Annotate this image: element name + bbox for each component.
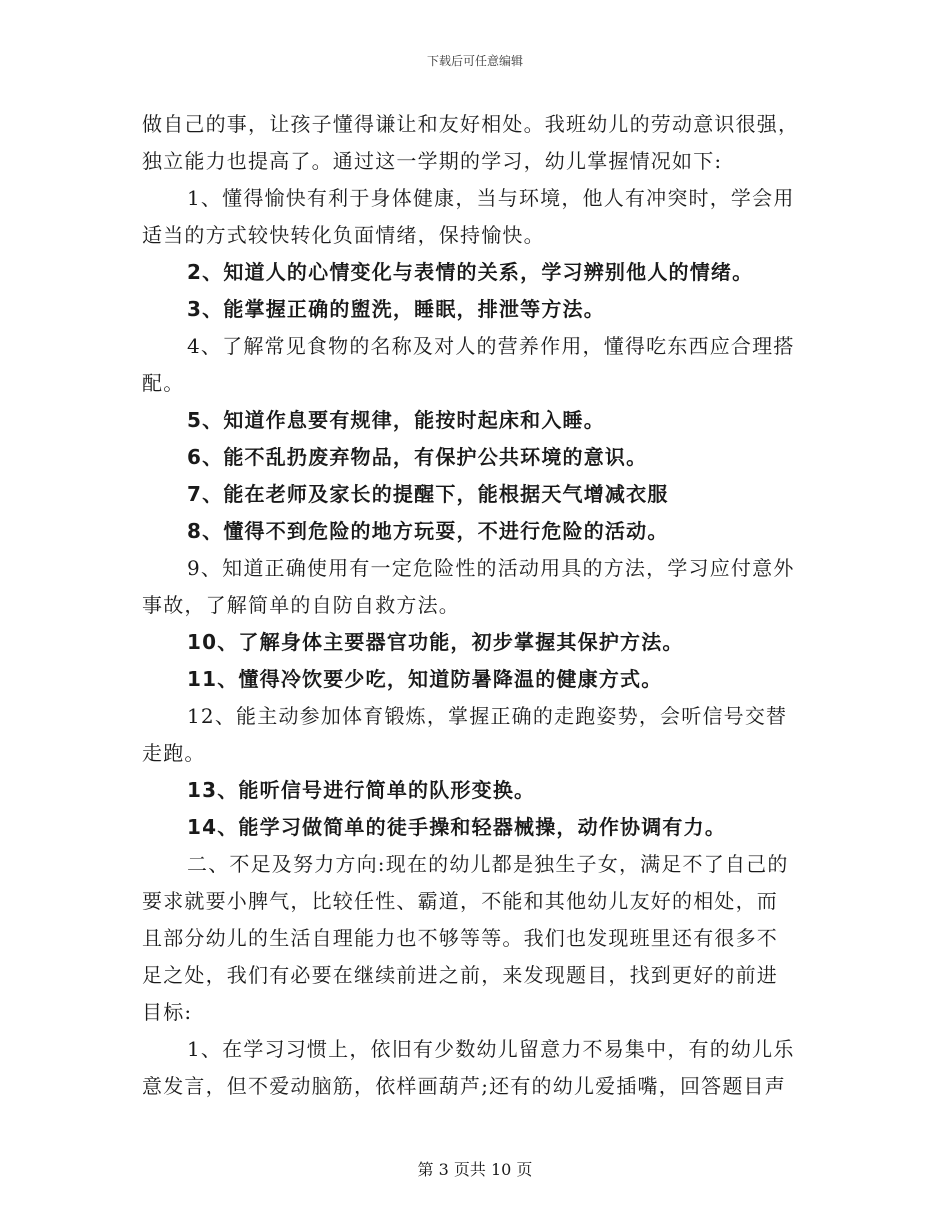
text-line: 要求就要小脾气，比较任性、霸道，不能和其他幼儿友好的相处，而 (142, 889, 778, 913)
text-line: 二、不足及努力方向:现在的幼儿都是独生子女，满足不了自己的 (187, 852, 789, 876)
text-line: 独立能力也提高了。通过这一学期的学习，幼儿掌握情况如下: (142, 149, 723, 173)
text-line: 10、了解身体主要器官功能，初步掌握其保护方法。 (187, 630, 684, 654)
text-line: 足之处，我们有必要在继续前进之前，来发现题目，找到更好的前进 (142, 963, 778, 987)
text-line: 5、知道作息要有规律，能按时起床和入睡。 (187, 408, 605, 432)
text-line: 7、能在老师及家长的提醒下，能根据天气增减衣服 (187, 482, 669, 506)
text-line: 1、懂得愉快有利于身体健康，当与环境，他人有冲突时，学会用 (187, 186, 795, 210)
text-line: 做自己的事，让孩子懂得谦让和友好相处。我班幼儿的劳动意识很强， (142, 112, 800, 136)
text-line: 12、能主动参加体育锻炼，掌握正确的走跑姿势，会听信号交替 (187, 704, 788, 728)
text-line: 9、知道正确使用有一定危险性的活动用具的方法，学习应付意外 (187, 556, 795, 580)
text-line: 14、能学习做简单的徒手操和轻器械操，动作协调有力。 (187, 815, 727, 839)
text-line: 走跑。 (142, 741, 206, 765)
text-line: 3、能掌握正确的盥洗，睡眠，排泄等方法。 (187, 297, 605, 321)
text-line: 配。 (142, 371, 185, 395)
text-line: 13、能听信号进行简单的队形变换。 (187, 778, 536, 802)
text-line: 4、了解常见食物的名称及对人的营养作用，懂得吃东西应合理搭 (187, 334, 795, 358)
text-line: 8、懂得不到危险的地方玩耍，不进行危险的活动。 (187, 519, 669, 543)
text-line: 事故，了解简单的自防自救方法。 (142, 593, 460, 617)
text-line: 且部分幼儿的生活自理能力也不够等等。我们也发现班里还有很多不 (142, 926, 778, 950)
text-line: 目标: (142, 1000, 193, 1024)
text-line: 1、在学习习惯上，依旧有少数幼儿留意力不易集中，有的幼儿乐 (187, 1037, 795, 1061)
text-line: 2、知道人的心情变化与表情的关系，学习辨别他人的情绪。 (187, 260, 754, 284)
text-line: 11、懂得冷饮要少吃，知道防暑降温的健康方式。 (187, 667, 663, 691)
text-line: 6、能不乱扔废弃物品，有保护公共环境的意识。 (187, 445, 648, 469)
text-line: 适当的方式较快转化负面情绪，保持愉快。 (142, 223, 545, 247)
page-footer: 第 3 页共 10 页 (417, 1160, 533, 1179)
document-body (142, 106, 808, 1105)
page-header: 下载后可任意编辑 (426, 54, 523, 68)
text-line: 意发言，但不爱动脑筋，依样画葫芦;还有的幼儿爱插嘴，回答题目声 (142, 1074, 786, 1098)
